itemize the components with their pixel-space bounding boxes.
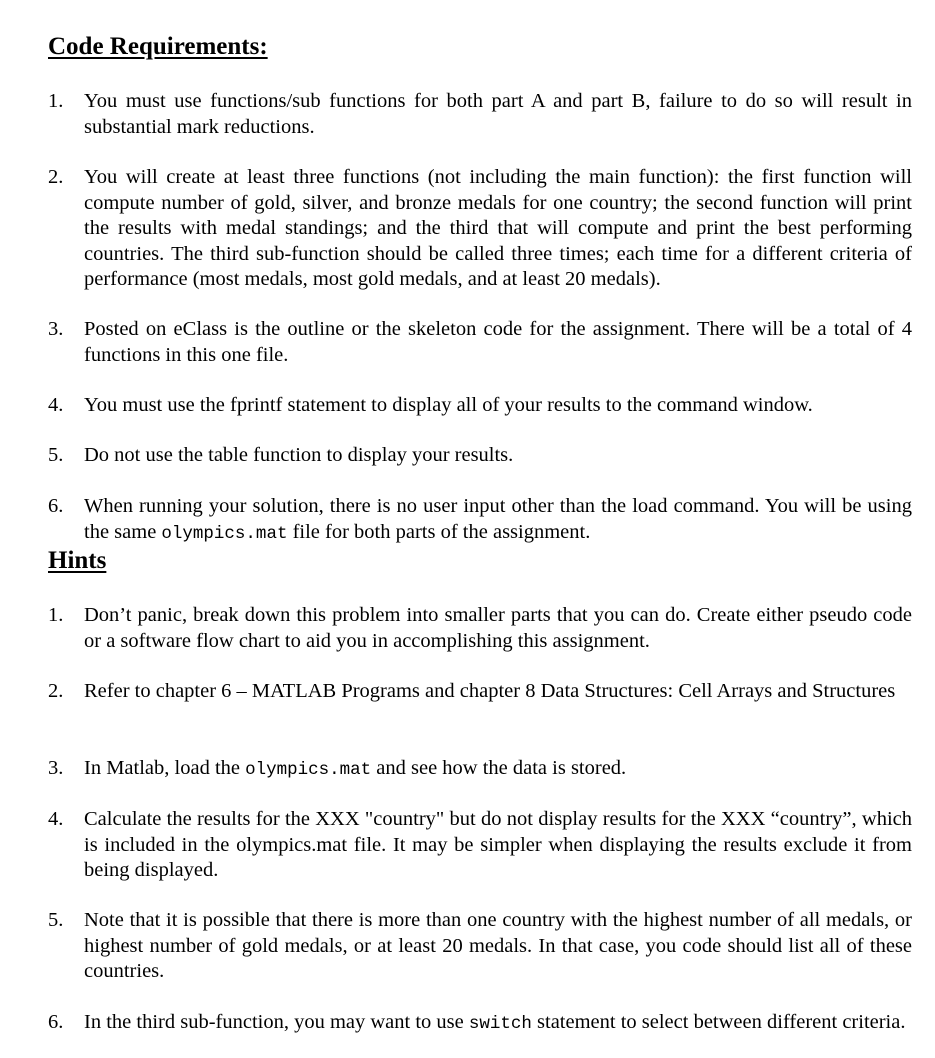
list-number: 3.	[48, 757, 64, 779]
inline-code-keyword: switch	[468, 1014, 532, 1034]
list-text	[84, 1010, 912, 1038]
code-requirements-heading: Code Requirements:	[48, 33, 268, 60]
list-number: 1.	[48, 604, 64, 626]
text-segment: When running your solution, there is no user input other than the load command. You will be using the same	[84, 495, 912, 543]
list-text: You must use functions/sub functions for both part A and part B, failure to do so will result in substantial mark reductions.	[84, 90, 912, 138]
requirement-item-1	[48, 89, 912, 140]
inline-code-filename: olympics.mat	[245, 760, 372, 780]
requirement-item-3	[48, 317, 912, 368]
list-number: 4.	[48, 394, 64, 416]
text-segment: In the third sub-function, you may want to use	[84, 1011, 469, 1033]
hint-item-1	[48, 603, 912, 654]
list-text: Refer to chapter 6 – MATLAB Programs and chapter 8 Data Structures: Cell Arrays and Structures	[84, 680, 896, 702]
text-segment: In Matlab, load the	[84, 757, 246, 779]
list-number: 6.	[48, 1011, 64, 1033]
text-segment: file for both parts of the assignment.	[287, 520, 591, 543]
requirement-item-5	[48, 443, 912, 469]
list-text: You will create at least three functions (not including the main function): the first function will compute number of gold, silver, and bronze medals for one country; the second function will print the results with medal standings; and the third that will compute and print the best performing countries. The third sub-function should be called three times; each time for a different criteria of performance (most medals, most gold medals, and at least 20 medals).	[84, 166, 912, 290]
hint-item-2	[48, 679, 912, 705]
list-text: Posted on eClass is the outline or the skeleton code for the assignment. There will be a total of 4 functions in this one file.	[84, 318, 912, 366]
list-number: 4.	[48, 808, 64, 830]
requirement-item-6	[48, 494, 912, 547]
list-number: 3.	[48, 318, 64, 340]
hint-item-6	[48, 1010, 912, 1038]
list-text: You must use the fprintf statement to display all of your results to the command window.	[84, 394, 813, 416]
list-number: 2.	[48, 166, 64, 188]
hint-item-5	[48, 908, 912, 985]
text-segment: statement to select between different criteria.	[531, 1011, 906, 1033]
requirement-item-2	[48, 165, 912, 293]
list-number: 1.	[48, 90, 64, 112]
list-text: Note that it is possible that there is more than one country with the highest number of all medals, or highest number of gold medals, or at least 20 medals. In that case, you code should list all of these countries.	[84, 909, 912, 982]
list-text: Calculate the results for the XXX "country" but do not display results for the XXX “country”, which is included in the olympics.mat file. It may be simpler when displaying the results exclude it from being displayed.	[84, 808, 912, 881]
list-text	[84, 494, 912, 547]
requirement-item-4	[48, 393, 912, 419]
list-number: 5.	[48, 909, 64, 931]
list-number: 2.	[48, 680, 64, 702]
hint-item-4	[48, 807, 912, 884]
hint-item-3	[48, 756, 912, 784]
list-number: 6.	[48, 495, 64, 517]
list-text: Don’t panic, break down this problem into smaller parts that you can do. Create either pseudo code or a software flow chart to aid you in accomplishing this assignment.	[84, 604, 912, 652]
list-text: Do not use the table function to display your results.	[84, 444, 514, 466]
list-text	[84, 756, 912, 784]
inline-code-filename: olympics.mat	[161, 523, 288, 544]
text-segment: and see how the data is stored.	[371, 757, 627, 779]
list-number: 5.	[48, 444, 64, 466]
hints-heading: Hints	[48, 547, 107, 574]
